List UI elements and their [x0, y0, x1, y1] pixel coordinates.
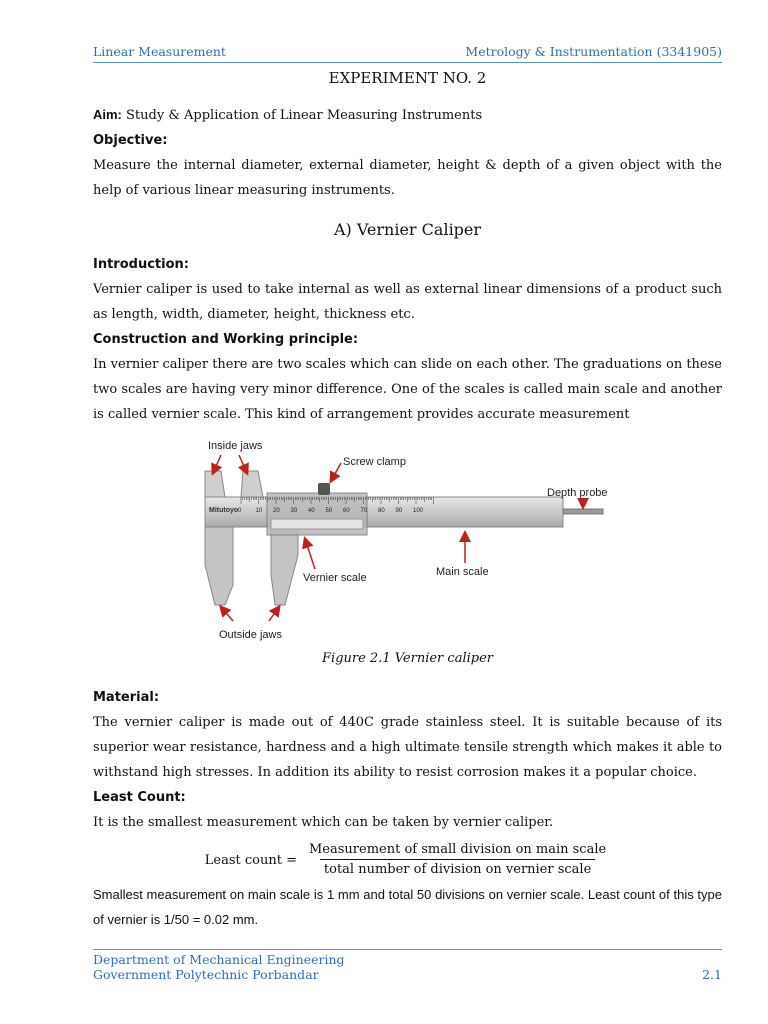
depth-probe-rod [563, 509, 603, 514]
scale-number: 70 [360, 508, 368, 514]
aim-paragraph [93, 102, 722, 128]
scale-number: 0 [238, 508, 242, 514]
footer-line2: Government Polytechnic Porbandar [93, 967, 319, 982]
least-count-heading: Least Count: [93, 790, 186, 805]
vernier-caliper-figure [93, 435, 722, 650]
arrow-outside-jaw-left [221, 607, 233, 621]
objective-heading: Objective: [93, 133, 168, 148]
scale-number: 30 [290, 508, 298, 514]
footer-page-number: 2.1 [702, 967, 722, 982]
formula-numerator: Measurement of small division on main scale [309, 842, 607, 857]
formula-fraction [305, 841, 610, 880]
fixed-outside-jaw [205, 527, 233, 605]
scale-number: 60 [343, 508, 350, 514]
introduction-text: Vernier caliper is used to take internal as well as external linear dimensions of a product such as length, width, diameter, height, thickness etc. [93, 282, 722, 322]
least-count-definition: It is the smallest measurement which can be taken by vernier caliper. [93, 815, 554, 830]
arrow-inside-jaw-right [239, 455, 247, 473]
page-header [93, 44, 722, 63]
material-heading: Material: [93, 690, 160, 705]
scale-number: 100 [413, 508, 424, 514]
formula-lhs: Least count = [204, 853, 297, 868]
label-depth-probe: Depth probe [547, 487, 608, 499]
header-right: Metrology & Instrumentation (3341905) [465, 44, 722, 59]
aim-text: Study & Application of Linear Measuring Instruments [121, 108, 483, 123]
formula-denominator: total number of division on vernier scale [320, 859, 595, 880]
footer-department [93, 952, 345, 982]
screw-clamp-knob [318, 483, 330, 495]
sliding-inside-jaw [241, 471, 263, 497]
arrow-screw-clamp [331, 463, 341, 481]
section-title: A) Vernier Caliper [333, 220, 482, 239]
scale-number: 50 [325, 508, 333, 514]
fixed-inside-jaw [205, 471, 225, 497]
arrow-vernier-scale [305, 539, 315, 569]
least-count-text: Smallest measurement on main scale is 1 mm and total 50 divisions on vernier scale. Least count of this type of vernier is 1/50 = 0.02 mm. [93, 887, 722, 927]
label-main-scale: Main scale [436, 566, 489, 578]
scale-number: 10 [255, 508, 263, 514]
brand-label: Mitutoyo [209, 507, 239, 514]
objective-text: Measure the internal diameter, external diameter, height & depth of a given object with the help of various linear measuring instruments. [93, 158, 722, 198]
introduction-heading: Introduction: [93, 257, 189, 272]
scale-number: 80 [378, 508, 385, 514]
least-count-formula [93, 841, 722, 880]
page-body [93, 68, 722, 932]
scale-number: 90 [395, 508, 403, 514]
scale-number: 20 [273, 508, 280, 514]
sliding-outside-jaw [271, 527, 298, 605]
page-title: EXPERIMENT NO. 2 [328, 69, 487, 87]
construction-heading: Construction and Working principle: [93, 332, 359, 347]
arrow-outside-jaw-right [269, 607, 279, 621]
page-footer [93, 949, 722, 986]
footer-line1: Department of Mechanical Engineering [93, 952, 345, 967]
label-screw-clamp: Screw clamp [343, 456, 406, 468]
material-text: The vernier caliper is made out of 440C grade stainless steel. It is suitable because of its superior wear resistance, hardness and a high ultimate tensile strength which makes it able to withstand high stresses. In addition its ability to resist corrosion makes it a popular choice. [93, 715, 722, 780]
header-left: Linear Measurement [93, 44, 226, 59]
construction-text: In vernier caliper there are two scales which can slide on each other. The graduations on these two scales are having very minor difference. One of the scales is called main scale and another is called vernier scale. This kind of arrangement provides accurate measurement [93, 357, 722, 422]
label-vernier-scale: Vernier scale [303, 572, 367, 584]
label-outside-jaws: Outside jaws [219, 629, 282, 641]
label-inside-jaws: Inside jaws [208, 440, 263, 452]
vernier-scale-plate [271, 519, 363, 529]
vernier-caliper-diagram [93, 435, 722, 650]
scale-number: 40 [308, 508, 315, 514]
aim-label: Aim: [93, 107, 122, 122]
arrow-inside-jaw-left [213, 455, 221, 473]
figure-caption: Figure 2.1 Vernier caliper [322, 651, 493, 666]
